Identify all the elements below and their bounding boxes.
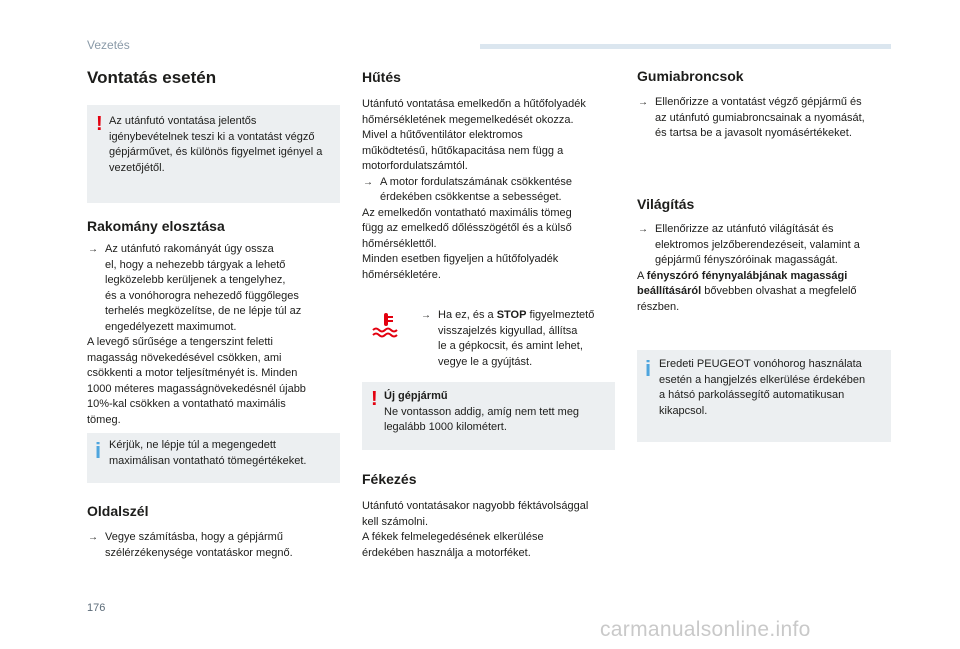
text-line: és a vonóhorogra nehezedő függőleges xyxy=(105,289,299,302)
text-line: A motor fordulatszámának csökkentése xyxy=(380,175,572,188)
text-line: Kérjük, ne lépje túl a megengedett xyxy=(109,439,276,451)
arrow-icon: → xyxy=(638,97,648,108)
stop-bullet xyxy=(420,308,630,370)
text-line: és tartsa be a javasolt nyomásértékeket. xyxy=(655,127,852,139)
text-line: legalább 1000 kilométert. xyxy=(384,421,507,433)
tyres-title: Gumiabroncsok xyxy=(637,68,744,84)
text-line: Ellenőrizze a vontatást végző gépjármű és xyxy=(655,96,862,108)
arrow-icon: → xyxy=(88,532,98,543)
header-bar xyxy=(480,44,891,49)
text-line: érdekében csökkentse a sebességet. xyxy=(380,191,562,203)
text-line: Utánfutó vontatásakor nagyobb féktávolsággal xyxy=(362,500,589,512)
text-line: csökkenti a motor teljesítményét is. Minden xyxy=(87,367,298,379)
page-title: Vontatás esetén xyxy=(87,68,217,87)
text-line: gépjármű fényszóróinak magasságát. xyxy=(655,254,838,266)
text-line: kikapcsol. xyxy=(659,404,708,417)
text-line: A fékek felmelegedésének elkerülése xyxy=(362,531,544,543)
text-line: Ne vontasson addig, amíg nem tett meg xyxy=(384,405,580,418)
text-line: érdekében használja a motorféket. xyxy=(362,546,531,559)
coolant-temperature-icon xyxy=(371,311,401,339)
arrow-icon: → xyxy=(363,176,373,188)
text-line: magasság növekedésével csökken, ami xyxy=(87,351,282,364)
text-span: bővebben olvashat a megfelelő xyxy=(701,285,857,297)
text-line: szélérzékenysége vontatáskor megnő. xyxy=(105,546,293,559)
text-line: Vegye számításba, hogy a gépjármű xyxy=(105,531,283,543)
lighting-title: Világítás xyxy=(637,196,695,212)
info-icon: i xyxy=(645,356,652,381)
text-line: hőmérsékletére. xyxy=(362,268,441,281)
text-line: el, hogy a nehezebb tárgyak a lehető xyxy=(105,258,286,271)
text-line: A levegő sűrűsége a tengerszint feletti xyxy=(87,336,273,348)
text-line: Új gépjármű xyxy=(384,390,448,402)
wind-title: Oldalszél xyxy=(87,503,149,519)
page-number: 176 xyxy=(87,602,106,614)
text-line: részben. xyxy=(637,300,680,313)
text-line xyxy=(637,269,899,285)
brake-title: Fékezés xyxy=(362,471,417,487)
text-line: Minden esetben figyeljen a hűtőfolyadék xyxy=(362,253,559,265)
brake-text xyxy=(362,499,624,561)
arrow-icon: → xyxy=(88,244,98,255)
text-line: Az emelkedőn vontatható maximális tömeg xyxy=(362,206,572,219)
warning-icon: ! xyxy=(371,388,378,410)
text-line: terhelés megközelítse, de ne lépje túl az xyxy=(105,305,302,317)
info-box xyxy=(637,350,891,442)
warning-text: Az utánfutó vontatása jelentős igénybevételnek teszi ki a vontatást végző gépjárművet, és különös figyelmet igényel a vezetőjétől. xyxy=(109,115,323,174)
section-label: Vezetés xyxy=(87,38,130,52)
text-line: Az utánfutó rakományát úgy ossza xyxy=(105,243,274,255)
load-title: Rakomány elosztása xyxy=(87,218,225,234)
text-line: Ellenőrizze az utánfutó világítását és xyxy=(655,223,834,235)
text-line: működtetésű, hűtőkapacitása nem függ a xyxy=(362,144,564,157)
text-span: figyelmeztető xyxy=(526,309,595,321)
text-line: kell számolni. xyxy=(362,515,429,528)
arrow-icon: → xyxy=(421,310,431,321)
text-line: vegye le a gyújtást. xyxy=(438,355,533,368)
text-line: Mivel a hűtőventilátor elektromos xyxy=(362,129,523,141)
text-line: le a gépkocsit, és amint lehet, xyxy=(438,340,583,352)
text-line: legközelebb kerüljenek a tengelyhez, xyxy=(105,274,286,286)
text-line: hőmérséklettől. xyxy=(362,237,437,250)
text-line: a hátsó parkolássegítő automatikusan xyxy=(659,389,845,401)
text-line: 1000 méteres magasságnövekedésnél újabb xyxy=(87,382,306,395)
text-line xyxy=(438,308,630,324)
text-line: 10%-kal csökken a vontatható maximális xyxy=(87,398,286,410)
text-line: Eredeti PEUGEOT vonóhorog használata xyxy=(659,358,862,370)
tyres-bullet xyxy=(637,95,899,142)
warning-icon: ! xyxy=(96,113,103,135)
load-bullet xyxy=(87,242,347,428)
info-box xyxy=(87,433,340,483)
arrow-icon: → xyxy=(638,224,648,235)
text-line: Utánfutó vontatása emelkedőn a hűtőfolyadék xyxy=(362,98,586,110)
text-span: Ha ez, és a xyxy=(438,309,497,321)
text-line: esetén a hangjelzés elkerülése érdekében xyxy=(659,373,866,386)
text-line: motorfordulatszámtól. xyxy=(362,160,468,172)
text-line: függ az emelkedő dőlésszögétől és a külső xyxy=(362,222,572,234)
text-line: elektromos jelzőberendezéseit, valamint a xyxy=(655,238,860,251)
warning-box xyxy=(87,105,340,203)
new-car-warning-box xyxy=(362,382,615,450)
text-span: A xyxy=(637,269,647,282)
info-icon: i xyxy=(95,438,102,463)
text-line xyxy=(637,284,899,300)
text-line: az utánfutó gumiabroncsainak a nyomását, xyxy=(655,111,865,124)
wind-bullet xyxy=(87,530,347,561)
cooling-title: Hűtés xyxy=(362,69,401,85)
text-line: hőmérsékletének megemelkedését okozza. xyxy=(362,113,574,126)
text-line: maximálisan vontatható tömegértékeket. xyxy=(109,454,307,467)
stop-label: STOP xyxy=(496,309,527,321)
lighting-text xyxy=(637,222,899,315)
cooling-text xyxy=(362,97,624,283)
bold-text: beállításáról xyxy=(637,285,702,297)
bold-text: fényszóró fénynyalábjának magassági xyxy=(646,269,848,282)
text-line: engedélyezett maximumot. xyxy=(105,320,237,333)
watermark: carmanualsonline.info xyxy=(600,618,811,641)
text-line: visszajelzés kigyullad, állítsa xyxy=(438,324,578,337)
text-line: tömeg. xyxy=(87,413,121,426)
